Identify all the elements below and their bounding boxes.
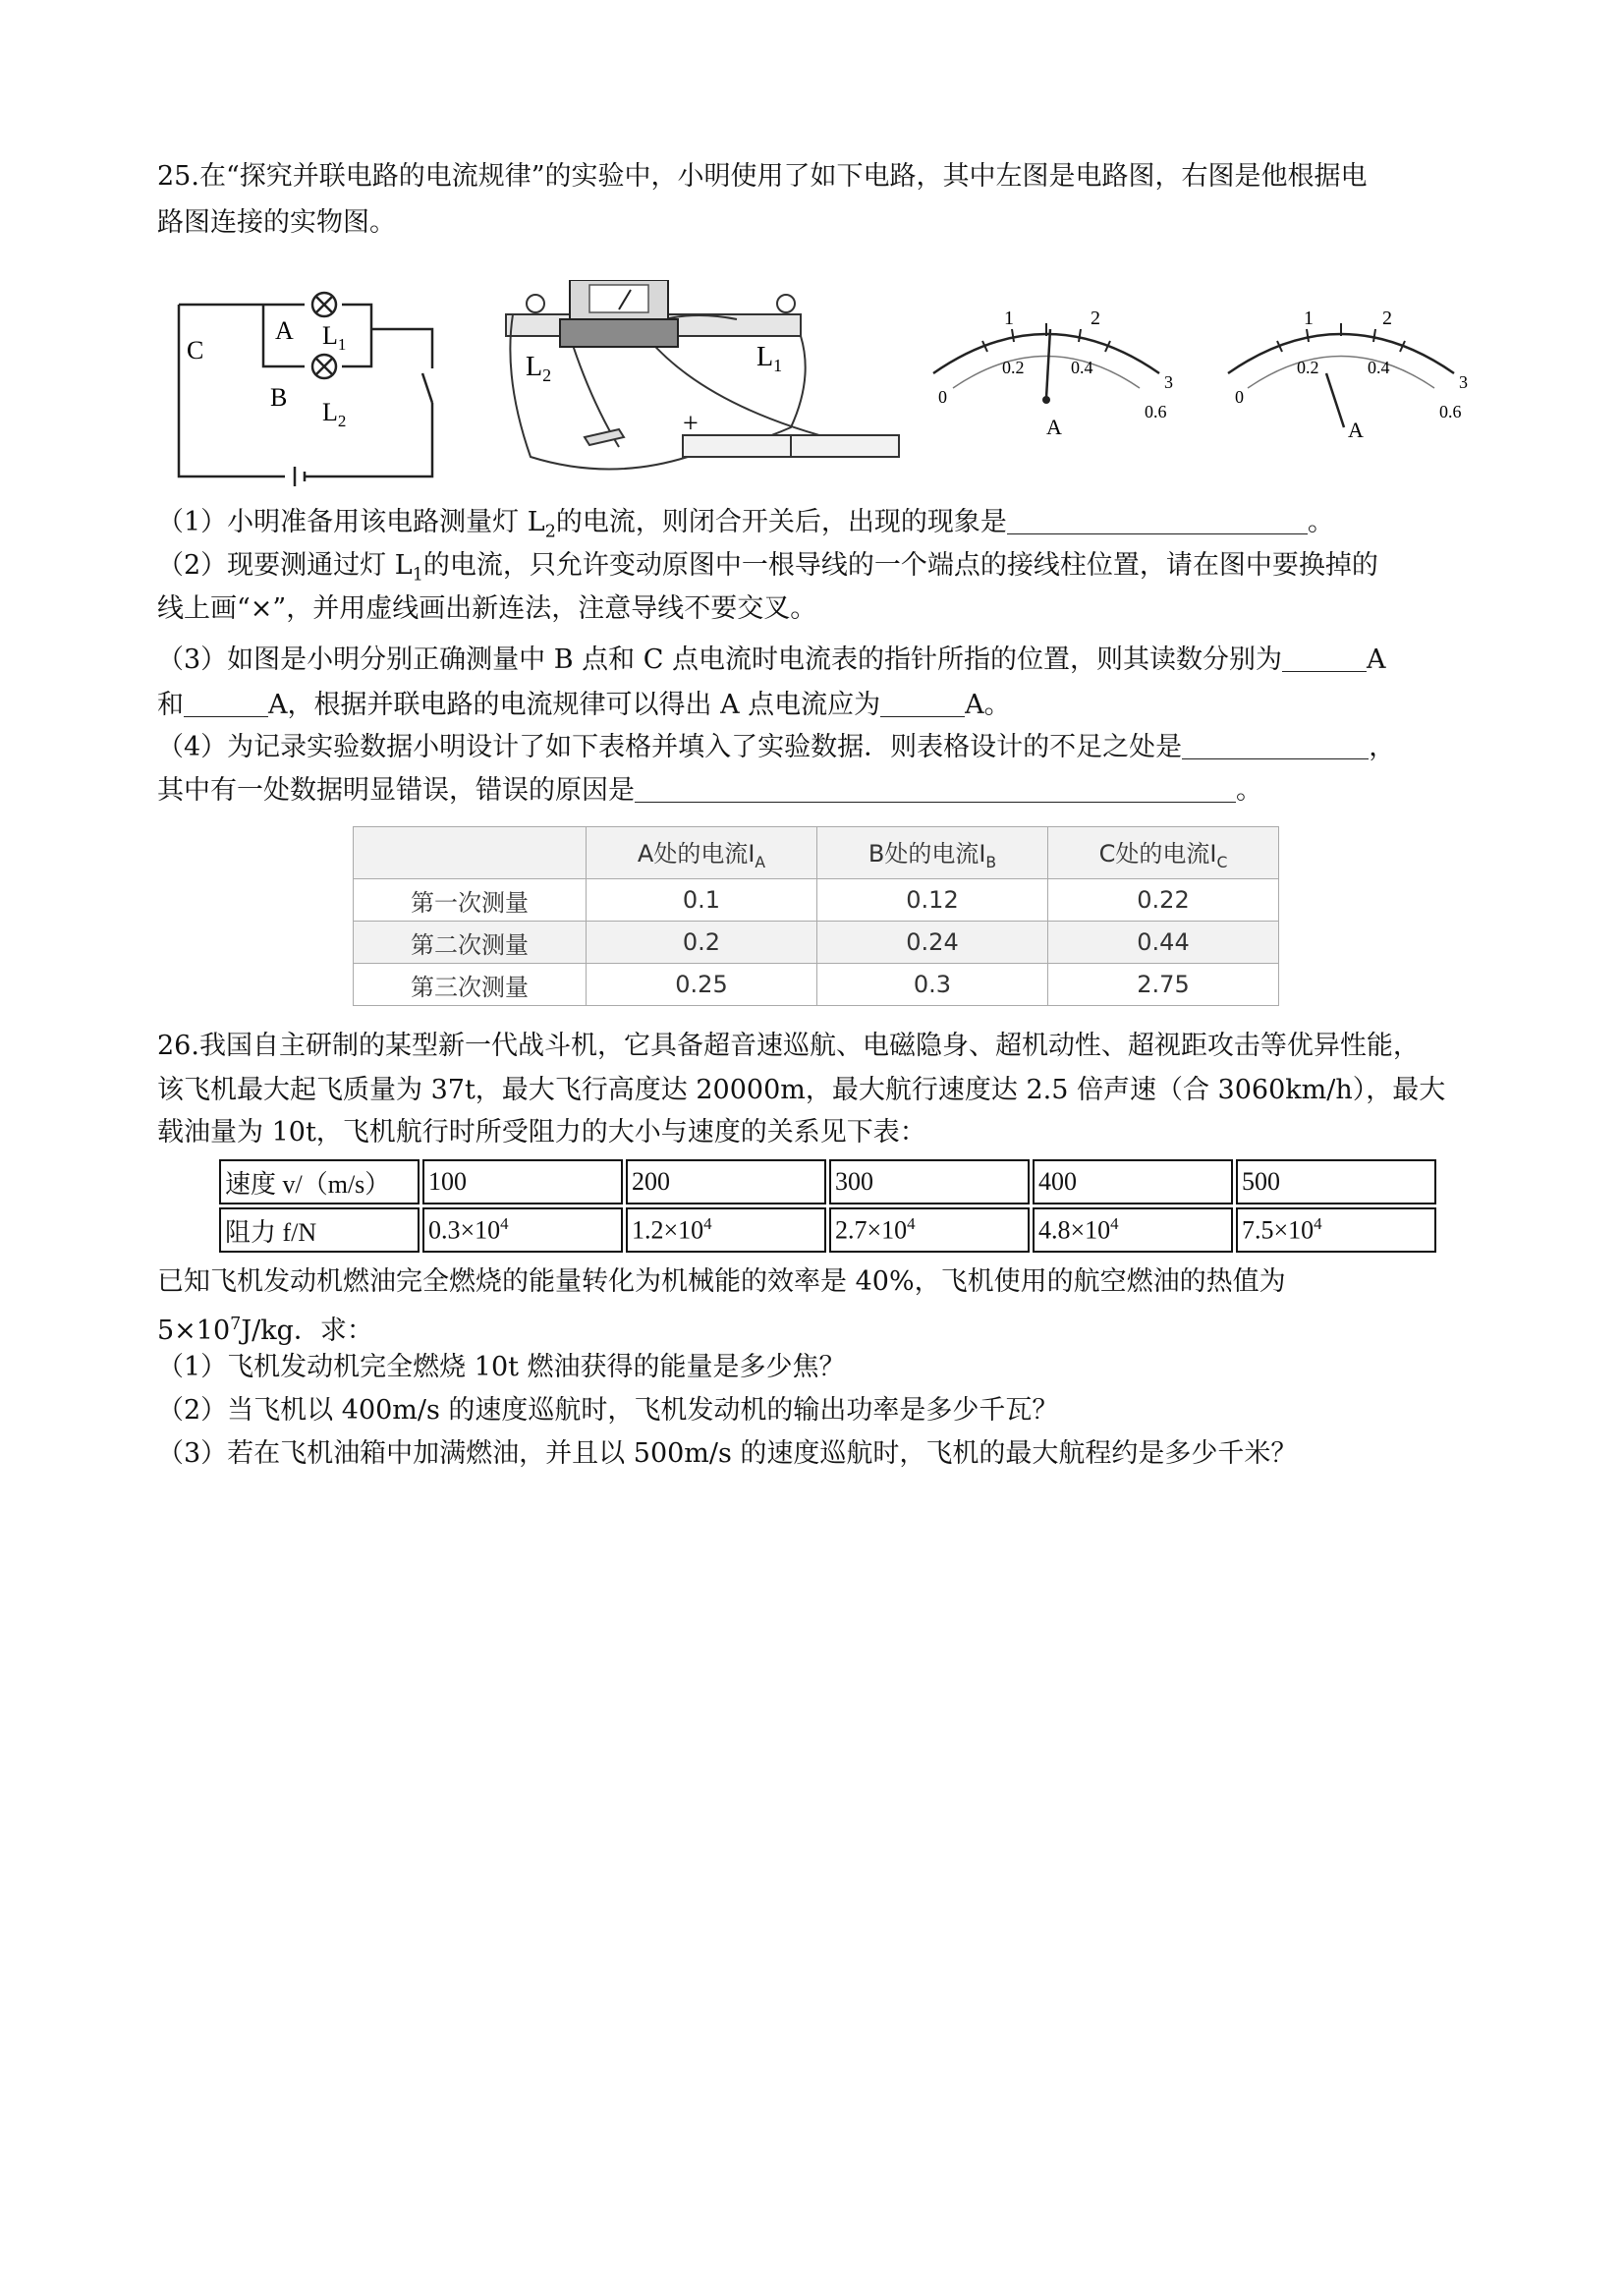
table-cell: 阻力 f/N	[219, 1207, 420, 1253]
label-b: B	[270, 383, 288, 412]
table-cell: 0.2	[587, 922, 817, 964]
table-cell: 2.75	[1048, 964, 1279, 1006]
table-cell: 300	[829, 1159, 1030, 1204]
ammeter-dial-c	[1228, 323, 1454, 427]
table-cell: 第三次测量	[354, 964, 587, 1006]
needle-c	[1326, 373, 1344, 427]
table-cell: $2.7\times 10^4$	[829, 1207, 1030, 1253]
answer-blank-1[interactable]	[1007, 506, 1308, 534]
dial-c-unit: A	[1348, 418, 1364, 442]
q25-part2-line1: （2）现要测通过灯 $L_1$的电流，只允许变动原图中一根导线的一个端点的接线柱位置，请在图中要换掉的	[157, 550, 1378, 586]
dial-c-end-06: 0.6	[1439, 402, 1462, 421]
physical-label-plus: +	[683, 409, 699, 439]
q25-part1: （1）小明准备用该电路测量灯 $L_2$的电流，则闭合开关后，出现的现象是 。	[157, 507, 1334, 542]
q25-part3-line1: （3）如图是小明分别正确测量中 B 点和 C 点电流时电流表的指针所指的位置，则其读数分别为 A	[157, 644, 1386, 675]
battery-pack	[683, 435, 899, 457]
table-header-row	[354, 827, 1279, 879]
table-cell: $7.5\times 10^4$	[1236, 1207, 1436, 1253]
label-a: A	[275, 316, 294, 345]
dial-b-tick-2: 2	[1091, 308, 1100, 329]
table-cell: 0.12	[817, 879, 1048, 922]
dial-b-tick-02: 0.2	[1002, 358, 1025, 377]
answer-blank-b-reading[interactable]	[1282, 644, 1367, 672]
q25-figure	[157, 280, 1493, 491]
q26-sub2: （2）当飞机以 400m/s 的速度巡航时，飞机发动机的输出功率是多少千瓦？	[157, 1395, 1059, 1426]
table-cell: 速度 v/（m/s）	[219, 1159, 420, 1204]
table-cell: 0.44	[1048, 922, 1279, 964]
q26-sub3: （3）若在飞机油箱中加满燃油，并且以 500m/s 的速度巡航时，飞机的最大航程约是多少千米？	[157, 1438, 1298, 1469]
table-cell: 500	[1236, 1159, 1436, 1204]
table-row	[354, 964, 1279, 1006]
table-cell: 0.22	[1048, 879, 1279, 922]
q26-given-line1: 已知飞机发动机燃油完全燃烧的能量转化为机械能的效率是 40%，飞机使用的航空燃油的热值为	[157, 1266, 1286, 1297]
table-cell: 0.24	[817, 922, 1048, 964]
table-cell: $4.8\times 10^4$	[1033, 1207, 1233, 1253]
dial-b-end-06: 0.6	[1145, 402, 1167, 421]
dial-c-tick-1: 1	[1304, 308, 1314, 329]
table-header-cell	[354, 827, 587, 879]
label-l1: $L_1$	[322, 321, 347, 354]
dial-b-end-3: 3	[1164, 372, 1173, 392]
label-l2: $L_2$	[322, 398, 347, 430]
needle-b	[1046, 329, 1050, 398]
bulb-icon-right	[777, 295, 795, 312]
table-cell: 第一次测量	[354, 879, 587, 922]
dial-c-tick-04: 0.4	[1368, 358, 1390, 377]
q26-line1: 26.我国自主研制的某型新一代战斗机，它具备超音速巡航、电磁隐身、超机动性、超视距攻击等优异性能，	[157, 1031, 1420, 1061]
table-cell: 100	[422, 1159, 623, 1204]
dial-c-tick-02: 0.2	[1297, 358, 1319, 377]
table-row	[354, 922, 1279, 964]
switch-device	[585, 429, 624, 445]
q25-data-table	[353, 826, 1279, 1006]
q26-line3: 载油量为 10t，飞机航行时所受阻力的大小与速度的关系见下表：	[157, 1117, 926, 1148]
label-c: C	[187, 336, 204, 364]
dial-b-unit: A	[1046, 415, 1062, 439]
table-cell: 400	[1033, 1159, 1233, 1204]
q26-line2: 该飞机最大起飞质量为 37t，最大飞行高度达 20000m，最大航行速度达 2.5 倍声速（合 3060km/h），最大	[157, 1075, 1446, 1105]
table-header-cell: C处的电流$I_C$	[1048, 827, 1279, 879]
q25-intro-line1: 25.在“探究并联电路的电流规律”的实验中，小明使用了如下电路，其中左图是电路图，右图是他根据电	[157, 161, 1368, 192]
dial-b-end-0: 0	[938, 387, 947, 407]
dial-b-tick-04: 0.4	[1071, 358, 1093, 377]
ammeter-device	[560, 280, 678, 347]
q25-part4-line2: 其中有一处数据明显错误，错误的原因是 。	[157, 775, 1262, 806]
table-row	[219, 1159, 1436, 1204]
table-cell: $1.2\times 10^4$	[626, 1207, 826, 1253]
physical-label-l1: $L_1$	[756, 342, 783, 375]
table-cell: 0.1	[587, 879, 817, 922]
dial-c-end-3: 3	[1459, 372, 1468, 392]
answer-blank-a-current[interactable]	[880, 689, 965, 717]
dial-c-end-0: 0	[1235, 387, 1244, 407]
table-row	[354, 879, 1279, 922]
dial-c-tick-2: 2	[1382, 308, 1392, 329]
table-header-cell: A处的电流$I_A$	[587, 827, 817, 879]
table-header-cell: B处的电流$I_B$	[817, 827, 1048, 879]
ammeter-dial-b	[933, 323, 1159, 404]
physical-label-l2: $L_2$	[526, 352, 552, 385]
q26-drag-table	[216, 1156, 1439, 1256]
table-row	[219, 1207, 1436, 1253]
answer-blank-error-reason[interactable]	[635, 774, 1236, 803]
circuit-diagram	[179, 293, 432, 486]
q25-part2-line2: 线上画“×”，并用虚线画出新连法，注意导线不要交叉。	[157, 593, 817, 624]
q25-part3-line2: 和 A，根据并联电路的电流规律可以得出 A 点电流应为 A。	[157, 690, 1011, 720]
q26-sub1: （1）飞机发动机完全燃烧 10t 燃油获得的能量是多少焦？	[157, 1352, 846, 1382]
q26-given-line2: $5\times 10^7J/kg$．求：	[157, 1315, 373, 1346]
answer-blank-c-reading[interactable]	[184, 689, 268, 717]
answer-blank-table-flaw[interactable]	[1182, 731, 1369, 759]
table-cell: 0.3	[817, 964, 1048, 1006]
q25-part4-line1: （4）为记录实验数据小明设计了如下表格并填入了实验数据．则表格设计的不足之处是 ，	[157, 732, 1396, 762]
table-cell: 0.25	[587, 964, 817, 1006]
q25-intro-line2: 路图连接的实物图。	[157, 207, 396, 238]
table-cell: 200	[626, 1159, 826, 1204]
table-cell: 第二次测量	[354, 922, 587, 964]
dial-b-tick-1: 1	[1004, 308, 1014, 329]
table-cell: $0.3\times 10^4$	[422, 1207, 623, 1253]
bulb-icon-left	[527, 295, 544, 312]
